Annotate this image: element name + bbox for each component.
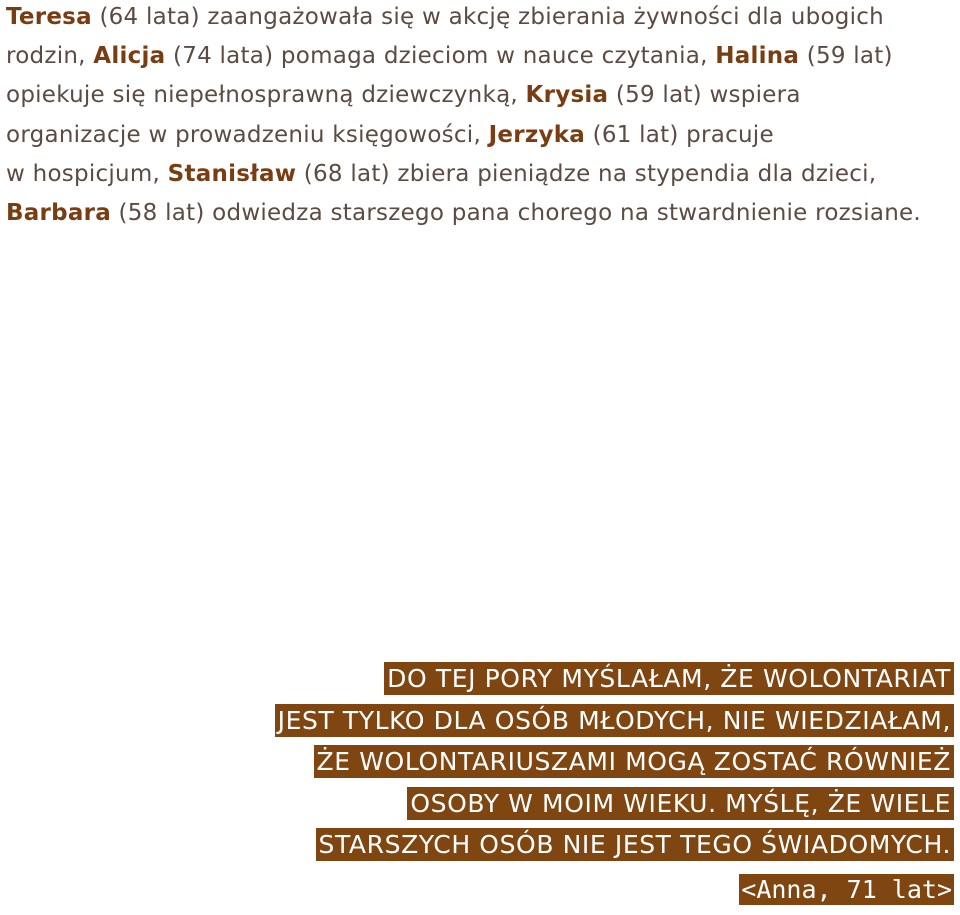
quote-line-text: DO TEJ PORY MYŚLAŁAM, ŻE WOLONTARIAT	[384, 662, 954, 695]
paragraph-line	[6, 76, 956, 115]
quote-line	[14, 662, 954, 704]
paragraph-text: w hospicjum,	[6, 160, 168, 187]
paragraph-text: opiekuje się niepełnosprawną dziewczynką,	[6, 82, 526, 109]
quote-line	[14, 828, 954, 870]
paragraph-line	[6, 155, 956, 194]
volunteer-name: Barbara	[6, 200, 111, 227]
paragraph-text: (61 lat) pracuje	[585, 121, 774, 148]
volunteer-name: Krysia	[525, 82, 609, 109]
paragraph-line	[6, 37, 956, 76]
pull-quote	[14, 662, 954, 870]
quote-line-text: JEST TYLKO DLA OSÓB MŁODYCH, NIE WIEDZIAŁAM,	[275, 704, 954, 737]
quote-line	[14, 745, 954, 787]
quote-line-text: STARSZYCH OSÓB NIE JEST TEGO ŚWIADOMYCH.	[316, 828, 954, 861]
volunteer-name: Teresa	[6, 4, 92, 30]
quote-line	[14, 704, 954, 746]
quote-author: <Anna, 71 lat>	[741, 875, 952, 904]
paragraph-text: (74 lata) pomaga dzieciom w nauce czytania,	[165, 43, 716, 70]
paragraph-line	[6, 0, 956, 37]
paragraph-text: organizacje w prowadzeniu księgowości,	[6, 121, 489, 148]
paragraph-text: (58 lat) odwiedza starszego pana chorego na stwardnienie rozsiane.	[111, 200, 921, 227]
volunteer-name: Alicja	[93, 43, 166, 70]
paragraph-text: rodzin,	[6, 43, 94, 70]
paragraph-line	[6, 116, 956, 155]
volunteers-paragraph	[6, 0, 956, 233]
volunteer-name: Jerzyka	[488, 121, 586, 148]
paragraph-text: (64 lata) zaangażowała się w akcję zbierania żywności dla ubogich	[91, 4, 884, 30]
quote-line-text: OSOBY W MOIM WIEKU. MYŚLĘ, ŻE WIELE	[407, 787, 954, 820]
paragraph-text: (59 lat)	[799, 43, 893, 70]
volunteer-name: Stanisław	[167, 160, 297, 187]
paragraph-line	[6, 194, 956, 233]
paragraph-text: (68 lat) zbiera pieniądze na stypendia dla dzieci,	[296, 160, 877, 187]
paragraph-text: (59 lat) wspiera	[608, 82, 801, 109]
quote-line-text: ŻE WOLONTARIUSZAMI MOGĄ ZOSTAĆ RÓWNIEŻ	[314, 745, 954, 778]
quote-line	[14, 787, 954, 829]
volunteer-name: Halina	[715, 43, 800, 70]
